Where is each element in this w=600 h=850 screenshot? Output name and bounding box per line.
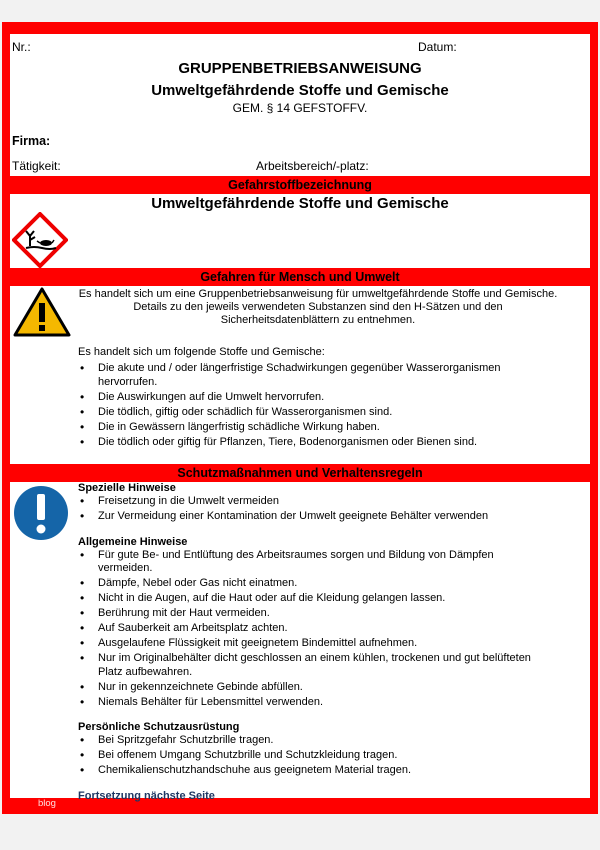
arbeitsbereich-label: Arbeitsbereich/-platz: bbox=[256, 159, 369, 173]
hazard-intro: Es handelt sich um eine Gruppenbetriebsanweisung für umweltgefährdende Stoffe und Gemische. Details zu den jeweils verwendeten Substanzen sind den H-Sätzen und den Sicherheitsdatenblättern zu entnehmen. bbox=[78, 288, 558, 326]
list-item: • Für gute Be- und Entlüftung des Arbeitsraumes sorgen und Bildung von Dämpfen vermeiden. bbox=[78, 549, 534, 576]
hazard-list bbox=[78, 362, 528, 451]
list-item: • Die akute und / oder längerfristige Schadwirkungen gegenüber Wasserorganismen hervorrufen. bbox=[78, 362, 528, 389]
continuation-note: Fortsetzung nächste Seite bbox=[78, 789, 215, 802]
document-frame bbox=[2, 22, 598, 814]
mandatory-info-icon bbox=[12, 484, 70, 542]
measures-content bbox=[78, 482, 534, 802]
hazard-list-intro: Es handelt sich um folgende Stoffe und Gemische: bbox=[78, 346, 325, 358]
watermark: blog bbox=[38, 798, 56, 809]
firma-label: Firma: bbox=[12, 134, 51, 148]
substance-name: Umweltgefährdende Stoffe und Gemische bbox=[151, 195, 449, 212]
list-item: • Niemals Behälter für Lebensmittel verwenden. bbox=[78, 696, 534, 710]
list-item: • Die in Gewässern längerfristig schädliche Wirkung haben. bbox=[78, 421, 528, 435]
ppe-list bbox=[78, 734, 534, 778]
header-panel bbox=[10, 34, 590, 176]
list-item: • Die tödlich, giftig oder schädlich für Wasserorganismen sind. bbox=[78, 406, 528, 420]
list-item: • Dämpfe, Nebel oder Gas nicht einatmen. bbox=[78, 577, 534, 591]
list-item: • Nicht in die Augen, auf die Haut oder auf die Kleidung gelangen lassen. bbox=[78, 592, 534, 606]
substance-panel bbox=[10, 194, 590, 268]
nr-label: Nr.: bbox=[12, 40, 31, 54]
list-item: • Nur im Originalbehälter dicht geschlossen an einem kühlen, trockenen und gut belüfteten Platz aufbewahren. bbox=[78, 652, 534, 679]
environment-hazard-icon bbox=[12, 212, 68, 268]
list-item: • Bei offenem Umgang Schutzbrille und Schutzkleidung tragen. bbox=[78, 749, 534, 763]
general-heading: Allgemeine Hinweise bbox=[78, 535, 188, 548]
datum-label: Datum: bbox=[418, 40, 457, 54]
document-title: GRUPPENBETRIEBSANWEISUNG bbox=[178, 60, 422, 77]
measures-panel bbox=[10, 482, 590, 802]
list-item: • Zur Vermeidung einer Kontamination der Umwelt geeignete Behälter verwenden bbox=[78, 510, 534, 524]
special-heading: Spezielle Hinweise bbox=[78, 482, 176, 494]
list-item: • Nur in gekennzeichnete Gebinde abfüllen. bbox=[78, 681, 534, 695]
warning-triangle-icon bbox=[12, 286, 72, 338]
document-subtitle: Umweltgefährdende Stoffe und Gemische bbox=[151, 82, 449, 99]
list-item: • Chemikalienschutzhandschuhe aus geeignetem Material tragen. bbox=[78, 764, 534, 778]
list-item: • Die Auswirkungen auf die Umwelt hervorrufen. bbox=[78, 391, 528, 405]
general-list bbox=[78, 549, 534, 710]
list-item: • Die tödlich oder giftig für Pflanzen, Tiere, Bodenorganismen oder Bienen sind. bbox=[78, 436, 528, 450]
taetigkeit-label: Tätigkeit: bbox=[12, 159, 61, 173]
legal-reference: GEM. § 14 GEFSTOFFV. bbox=[232, 101, 368, 115]
list-item: • Auf Sauberkeit am Arbeitsplatz achten. bbox=[78, 622, 534, 636]
ppe-heading: Persönliche Schutzausrüstung bbox=[78, 721, 240, 733]
hazard-panel bbox=[10, 286, 590, 464]
section-heading-schutzmassnahmen: Schutzmaßnahmen und Verhaltensregeln bbox=[177, 466, 423, 480]
section-heading-gefahren: Gefahren für Mensch und Umwelt bbox=[200, 270, 400, 284]
section-heading-gefahrstoff: Gefahrstoffbezeichnung bbox=[228, 178, 372, 192]
list-item: • Ausgelaufene Flüssigkeit mit geeignetem Bindemittel aufnehmen. bbox=[78, 637, 534, 651]
list-item: • Bei Spritzgefahr Schutzbrille tragen. bbox=[78, 734, 534, 748]
special-list bbox=[78, 495, 534, 524]
list-item: • Freisetzung in die Umwelt vermeiden bbox=[78, 495, 534, 509]
list-item: • Berührung mit der Haut vermeiden. bbox=[78, 607, 534, 621]
